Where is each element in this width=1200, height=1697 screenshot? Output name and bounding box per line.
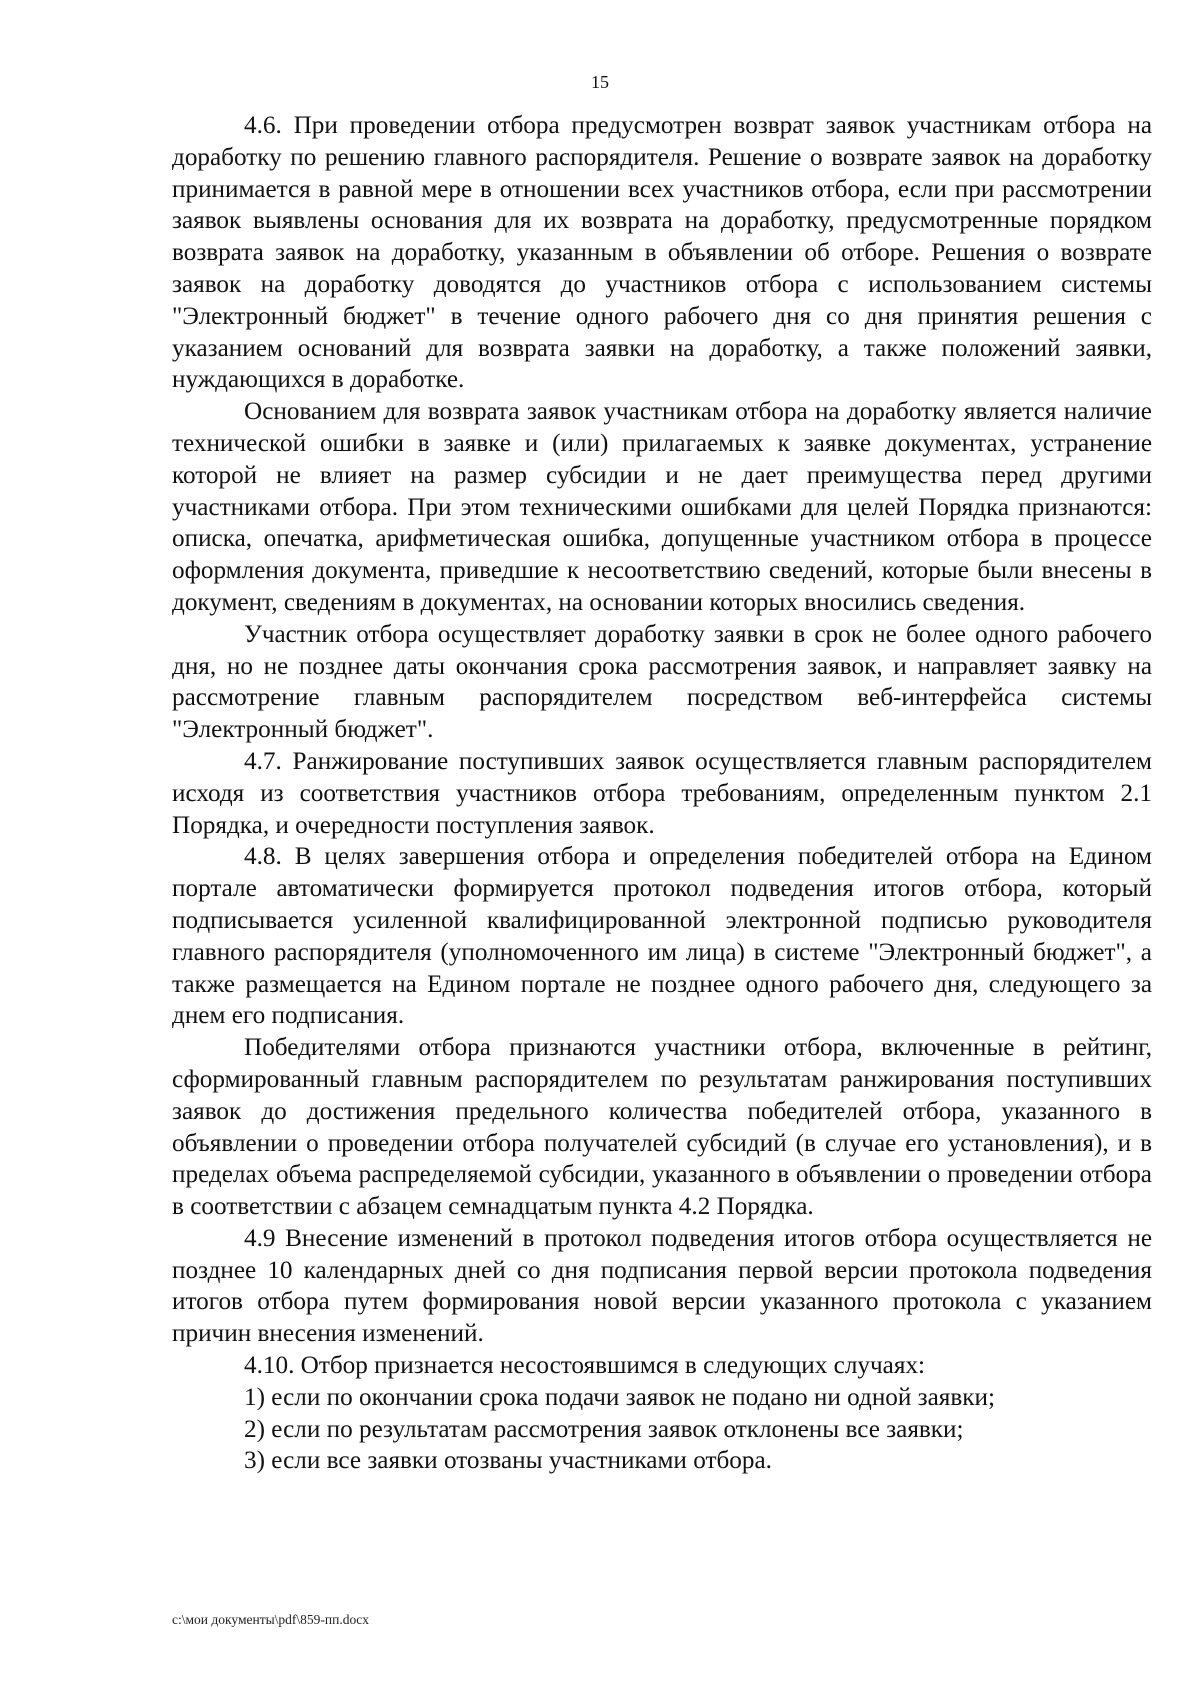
list-item-case-2: 2) если по результатам рассмотрения заявок отклонены все заявки; [244, 1415, 964, 1443]
paragraph-4-6: 4.6. При проведении отбора предусмотрен возврат заявок участникам отбора на доработку по решению главного распорядителя. Решение о возврате заявок на доработку принимается в равной мере в отношении всех участников отбора, если при рассмотрении заявок выявлены основания для их возврата на доработку, предусмотренные порядком возврата заявок на доработку, указанным в объявлении об отборе. Решения о возврате заявок на доработку доводятся до участников отбора с использованием системы "Электронный бюджет" в течение одного рабочего дня со дня принятия решения с указанием оснований для возврата заявки на доработку, а также положений заявки, нуждающихся в доработке. [172, 112, 1152, 394]
document-body [172, 110, 1152, 1477]
paragraph-4-10: 4.10. Отбор признается несостоявшимся в следующих случаях: [244, 1352, 926, 1380]
page-number: 15 [591, 72, 609, 92]
paragraph-revision-deadline: Участник отбора осуществляет доработку заявки в срок не более одного рабочего дня, но не позднее даты окончания срока рассмотрения заявок, и направляет заявку на рассмотрение главным распорядителем посредством веб-интерфейса системы "Электронный бюджет". [172, 620, 1152, 744]
paragraph-winners: Победителями отбора признаются участники отбора, включенные в рейтинг, сформированный главным распорядителем по результатам ранжирования поступивших заявок до достижения предельного количества победителей отбора, указанного в объявлении о проведении отбора получателей субсидий (в случае его установления), и в пределах объема распределяемой субсидии, указанного в объявлении о проведении отбора в соответствии с абзацем семнадцатым пункта 4.2 Порядка. [172, 1034, 1152, 1221]
list-item-case-3: 3) если все заявки отозваны участниками отбора. [244, 1447, 772, 1475]
paragraph-return-grounds: Основанием для возврата заявок участникам отбора на доработку является наличие технической ошибки в заявке и (или) прилагаемых к заявке документах, устранение которой не влияет на размер субсидии и не дает преимущества перед другими участниками отбора. При этом техническими ошибками для целей Порядка признаются: описка, опечатка, арифметическая ошибка, допущенные участником отбора в процессе оформления документа, приведшие к несоответствию сведений, которые были внесены в документ, сведениям в документах, на основании которых вносились сведения. [172, 398, 1152, 616]
paragraph-4-7: 4.7. Ранжирование поступивших заявок осуществляется главным распорядителем исходя из соответствия участников отбора требованиям, определенным пунктом 2.1 Порядка, и очередности поступления заявок. [172, 747, 1152, 839]
paragraph-4-9: 4.9 Внесение изменений в протокол подведения итогов отбора осуществляется не позднее 10 календарных дней со дня подписания первой версии протокола подведения итогов отбора путем формирования новой версии указанного протокола с указанием причин внесения изменений. [172, 1224, 1152, 1348]
footer-file-path: c:\мои документы\pdf\859-пп.docx [172, 1612, 369, 1627]
paragraph-4-8: 4.8. В целях завершения отбора и определения победителей отбора на Едином портале автоматически формируется протокол подведения итогов отбора, который подписывается усиленной квалифицированной электронной подписью руководителя главного распорядителя (уполномоченного им лица) в системе "Электронный бюджет", а также размещается на Едином портале не позднее одного рабочего дня, следующего за днем его подписания. [172, 843, 1152, 1030]
list-item-case-1: 1) если по окончании срока подачи заявок не подано ни одной заявки; [244, 1383, 995, 1411]
